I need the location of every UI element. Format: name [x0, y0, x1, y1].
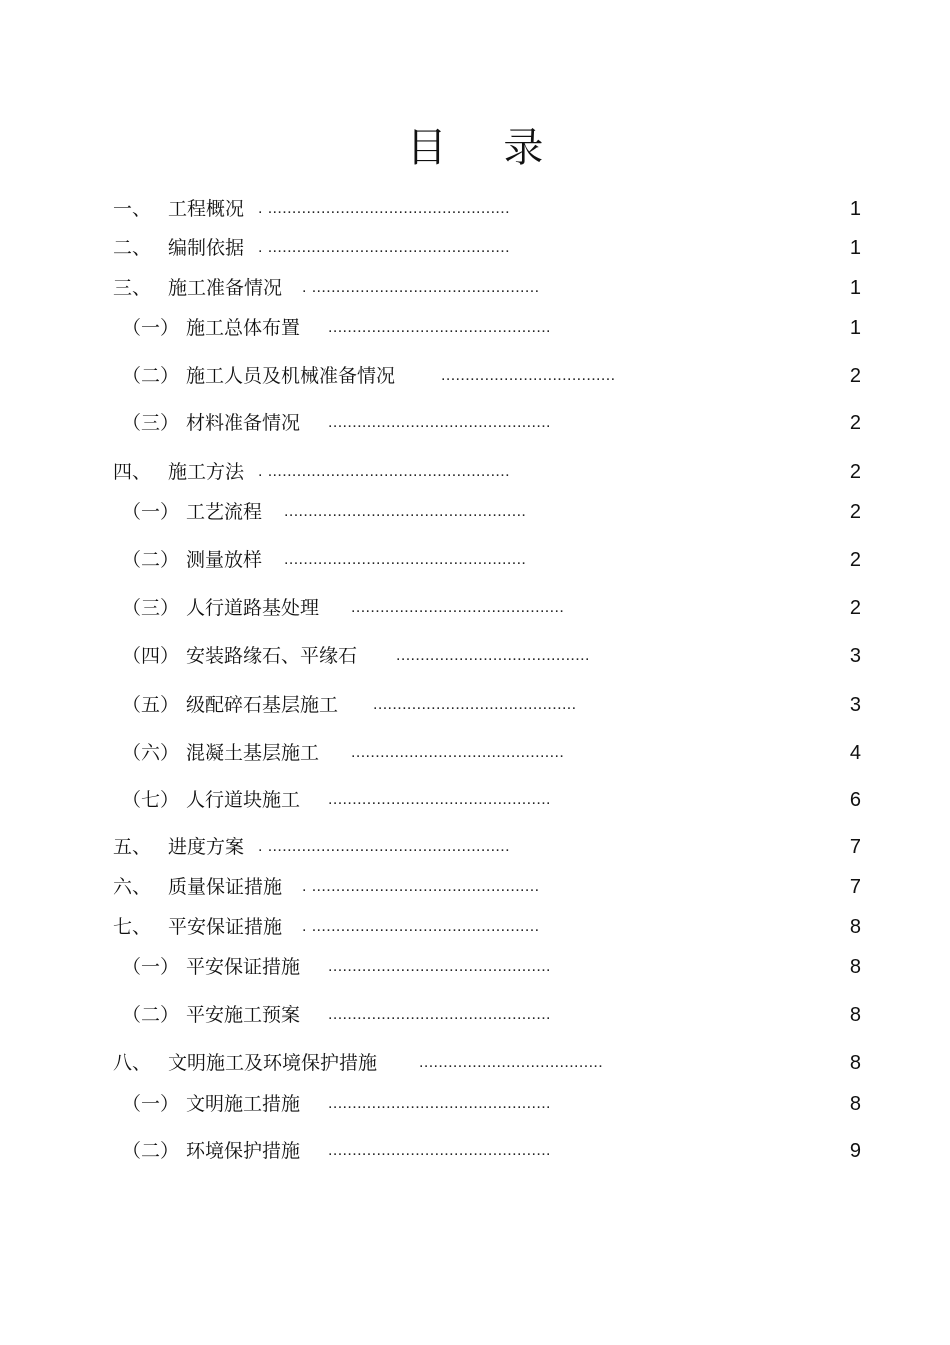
toc-entry-title: 级配碎石基层施工 [186, 694, 339, 716]
toc-entry-page: 8 [849, 1093, 861, 1115]
toc-subentry[interactable] [0, 594, 950, 622]
toc-subentry[interactable] [0, 498, 950, 526]
toc-subentry[interactable] [0, 642, 950, 670]
toc-entry[interactable] [0, 234, 950, 262]
toc-entry-page: 3 [849, 645, 861, 667]
toc-entry-page: 3 [849, 694, 861, 716]
toc-entry-title: 施工总体布置 [186, 317, 301, 339]
toc-entry-number: （一） [122, 501, 180, 523]
toc-entry-leader: .............................................. [328, 1095, 551, 1112]
toc-entry-page: 8 [849, 916, 861, 938]
toc-subentry[interactable] [0, 1090, 950, 1118]
toc-entry-page: 2 [849, 412, 861, 434]
toc-entry-title: 文明施工措施 [186, 1093, 301, 1115]
toc-entry-page: 8 [849, 956, 861, 978]
toc-entry-number: （三） [122, 597, 180, 619]
toc-entry-number: （一） [122, 317, 180, 339]
toc-subentry[interactable] [0, 786, 950, 814]
toc-entry-number: 五、 [113, 836, 152, 858]
toc-entry[interactable] [0, 913, 950, 941]
toc-entry-title: 平安施工预案 [186, 1004, 301, 1026]
toc-entry-number: 四、 [113, 461, 152, 483]
toc-entry[interactable] [0, 1049, 950, 1077]
toc-entry-number: （一） [122, 956, 180, 978]
toc-entry-number: （四） [122, 645, 180, 667]
toc-entry-page: 2 [849, 461, 861, 483]
toc-entry-number: 七、 [113, 916, 152, 938]
toc-entry-title: 人行道路基处理 [186, 597, 320, 619]
toc-entry-title: 工艺流程 [186, 501, 263, 523]
toc-entry-leader: ............................................ [351, 599, 565, 616]
toc-entry-leader: .............................................. [328, 791, 551, 808]
toc-entry-title: 安装路缘石、平缘石 [186, 645, 358, 667]
toc-entry-page: 2 [849, 597, 861, 619]
toc-entry-leader: . .................................................. [258, 200, 510, 217]
toc-subentry[interactable] [0, 409, 950, 437]
toc-entry-page: 2 [849, 549, 861, 571]
toc-entry[interactable] [0, 833, 950, 861]
toc-entry-leader: .......................................... [373, 696, 577, 713]
toc-entry-page: 1 [849, 198, 861, 220]
toc-entry[interactable] [0, 873, 950, 901]
toc-entry-title: 平安保证措施 [186, 956, 301, 978]
toc-entry-page: 6 [849, 789, 861, 811]
toc-entry-title: 材料准备情况 [186, 412, 301, 434]
toc-entry-number: 三、 [113, 277, 152, 299]
toc-entry[interactable] [0, 195, 950, 223]
toc-entry-title: 施工人员及机械准备情况 [186, 365, 396, 387]
toc-entry-title: 文明施工及环境保护措施 [168, 1052, 378, 1074]
toc-entry-number: （六） [122, 742, 180, 764]
toc-entry-leader: . ............................................... [302, 878, 540, 895]
toc-entry-title: 施工准备情况 [168, 277, 283, 299]
toc-entry-leader: . ............................................... [302, 918, 540, 935]
toc-entry-title: 工程概况 [168, 198, 245, 220]
toc-entry-title: 测量放样 [186, 549, 263, 571]
toc-entry-page: 1 [849, 277, 861, 299]
toc-entry-page: 9 [849, 1140, 861, 1162]
toc-subentry[interactable] [0, 953, 950, 981]
toc-entry-leader: .............................................. [328, 319, 551, 336]
toc-entry-number: （三） [122, 412, 180, 434]
toc-entry-number: （二） [122, 1004, 180, 1026]
toc-entry-number: 二、 [113, 237, 152, 259]
toc-entry-title: 进度方案 [168, 836, 245, 858]
toc-entry-title: 平安保证措施 [168, 916, 283, 938]
toc-entry-title: 质量保证措施 [168, 876, 283, 898]
toc-entry-number: （二） [122, 365, 180, 387]
toc-subentry[interactable] [0, 691, 950, 719]
toc-subentry[interactable] [0, 362, 950, 390]
toc-entry[interactable] [0, 274, 950, 302]
toc-subentry[interactable] [0, 314, 950, 342]
toc-subentry[interactable] [0, 739, 950, 767]
toc-title: 目 录 [406, 125, 566, 171]
toc-subentry[interactable] [0, 1001, 950, 1029]
toc-entry-page: 7 [849, 876, 861, 898]
toc-entry-page: 1 [849, 237, 861, 259]
toc-entry-title: 人行道块施工 [186, 789, 301, 811]
toc-entry-page: 8 [849, 1004, 861, 1026]
toc-entry-title: 编制依据 [168, 237, 245, 259]
toc-entry-number: （一） [122, 1093, 180, 1115]
toc-entry-number: 一、 [113, 198, 152, 220]
toc-entry-leader: .................................................. [284, 551, 527, 568]
toc-subentry[interactable] [0, 1137, 950, 1165]
toc-entry-page: 2 [849, 365, 861, 387]
toc-entry-number: （二） [122, 1140, 180, 1162]
toc-entry-number: （五） [122, 694, 180, 716]
toc-entry-title: 施工方法 [168, 461, 245, 483]
toc-entry-page: 2 [849, 501, 861, 523]
toc-entry-leader: ............................................ [351, 744, 565, 761]
toc-subentry[interactable] [0, 546, 950, 574]
toc-entry-leader: .................................................. [284, 503, 527, 520]
toc-entry-number: （二） [122, 549, 180, 571]
toc-entry-leader: .............................................. [328, 1142, 551, 1159]
toc-entry-page: 1 [849, 317, 861, 339]
toc-entry-leader: .................................... [441, 367, 616, 384]
toc-entry-number: 八、 [113, 1052, 152, 1074]
toc-entry-leader: . .................................................. [258, 838, 510, 855]
toc-entry-title: 环境保护措施 [186, 1140, 301, 1162]
toc-entry-leader: .............................................. [328, 958, 551, 975]
toc-entry-page: 4 [849, 742, 861, 764]
toc-entry-leader: .............................................. [328, 1006, 551, 1023]
toc-entry-leader: . ............................................... [302, 279, 540, 296]
toc-entry-number: 六、 [113, 876, 152, 898]
toc-entry-leader: ...................................... [419, 1054, 604, 1071]
toc-entry-page: 8 [849, 1052, 861, 1074]
toc-entry-page: 7 [849, 836, 861, 858]
toc-entry-leader: . .................................................. [258, 463, 510, 480]
toc-entry[interactable] [0, 458, 950, 486]
toc-entry-leader: ........................................ [396, 647, 590, 664]
toc-entry-leader: .............................................. [328, 414, 551, 431]
toc-entry-leader: . .................................................. [258, 239, 510, 256]
toc-entry-title: 混凝土基层施工 [186, 742, 320, 764]
toc-entry-number: （七） [122, 789, 180, 811]
